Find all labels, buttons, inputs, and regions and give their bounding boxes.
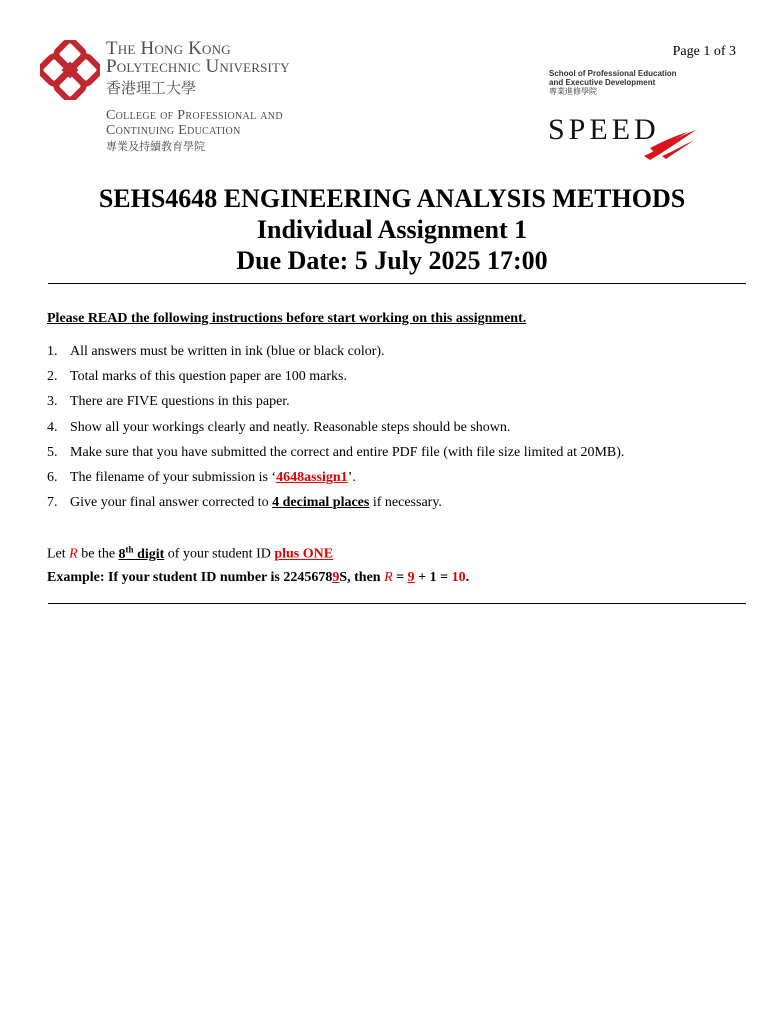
university-name xyxy=(106,40,290,76)
instruction-text: Make sure that you have submitted the correct and entire PDF file (with file size limited at 20MB). xyxy=(70,444,625,460)
instruction-number: 4. xyxy=(47,419,58,435)
example-end: . xyxy=(465,570,470,585)
example-prefix: Example: If your student ID number is xyxy=(47,570,284,585)
instruction-text-post: if necessary. xyxy=(369,495,442,511)
instruction-text-pre: Give your final answer corrected to xyxy=(70,495,273,511)
example-plus-one: + 1 = xyxy=(414,570,452,585)
digit-position xyxy=(118,544,165,562)
instructions-heading: Please READ the following instructions before start working on this assignment. xyxy=(47,311,527,326)
example-id-suffix: S, then xyxy=(339,570,385,585)
submission-filename: 4648assign1 xyxy=(276,469,348,485)
instruction-text: Total marks of this question paper are 100 marks. xyxy=(70,369,348,385)
variable-r: R xyxy=(69,546,78,562)
title-block xyxy=(0,183,768,276)
instruction-number: 5. xyxy=(47,444,58,460)
instruction-number: 1. xyxy=(47,344,58,359)
example-id-prefix: 2245678 xyxy=(283,570,333,585)
ordinal-number: 8 xyxy=(118,546,126,562)
example-digit: 9 xyxy=(407,570,415,585)
speed-school-chinese: 專業進修學院 xyxy=(549,87,597,96)
be-the-text: be the xyxy=(77,546,119,562)
college-name-line2: Continuing Education xyxy=(106,123,241,138)
of-your-text: of your student ID xyxy=(164,546,275,562)
speed-school-line1: School of Professional Education xyxy=(549,69,677,78)
instruction-text xyxy=(70,468,356,493)
instruction-text: There are FIVE questions in this paper. xyxy=(70,394,290,410)
speed-swoosh-icon xyxy=(640,126,700,162)
instruction-number: 6. xyxy=(47,469,58,485)
college-chinese-name: 專業及持續教育學院 xyxy=(106,140,205,153)
speed-logo: SPEED xyxy=(548,113,660,146)
decimal-places-emphasis: 4 decimal places xyxy=(272,495,370,511)
speed-school-name xyxy=(549,69,677,96)
university-name-line2: Polytechnic University xyxy=(106,56,290,77)
example-result: 10 xyxy=(451,570,466,585)
assignment-title: Individual Assignment 1 xyxy=(256,215,528,244)
instruction-text xyxy=(70,493,442,518)
instruction-item xyxy=(47,367,624,392)
example-equals: = xyxy=(392,570,408,585)
instruction-number: 3. xyxy=(47,394,58,410)
variable-definition xyxy=(47,544,333,563)
speed-school-line2: and Executive Development xyxy=(549,78,656,87)
plus-one-emphasis: plus ONE xyxy=(274,546,334,562)
instruction-item xyxy=(47,342,624,367)
instruction-text-pre: The filename of your submission is ‘ xyxy=(70,469,277,485)
digit-word: digit xyxy=(133,546,165,562)
college-name-line1: College of Professional and xyxy=(106,108,283,123)
due-date: Due Date: 5 July 2025 17:00 xyxy=(236,246,548,275)
instruction-number: 7. xyxy=(47,495,58,511)
divider-top xyxy=(48,283,746,284)
university-chinese-name: 香港理工大學 xyxy=(106,79,197,97)
ordinal-suffix: th xyxy=(125,544,134,554)
let-prefix: Let xyxy=(47,546,70,562)
polyu-logo-icon xyxy=(40,40,100,100)
university-name-line1: The Hong Kong xyxy=(106,38,231,59)
instruction-item xyxy=(47,468,624,493)
instruction-item xyxy=(47,493,624,518)
course-title: SEHS4648 ENGINEERING ANALYSIS METHODS xyxy=(98,184,686,213)
example-line xyxy=(47,570,469,586)
instruction-text-post: ’. xyxy=(347,469,356,485)
instruction-item xyxy=(47,392,624,417)
instruction-number: 2. xyxy=(47,369,58,385)
college-name xyxy=(106,108,283,138)
instruction-text: All answers must be written in ink (blue or black color). xyxy=(70,344,385,359)
instruction-text: Show all your workings clearly and neatly. Reasonable steps should be shown. xyxy=(70,419,511,435)
divider-bottom xyxy=(48,603,746,604)
instructions-list xyxy=(47,342,624,518)
page-number: Page 1 of 3 xyxy=(672,44,736,59)
example-variable-r: R xyxy=(384,570,393,585)
example-id-digit: 9 xyxy=(332,570,340,585)
instruction-item xyxy=(47,443,624,468)
instruction-item xyxy=(47,418,624,443)
